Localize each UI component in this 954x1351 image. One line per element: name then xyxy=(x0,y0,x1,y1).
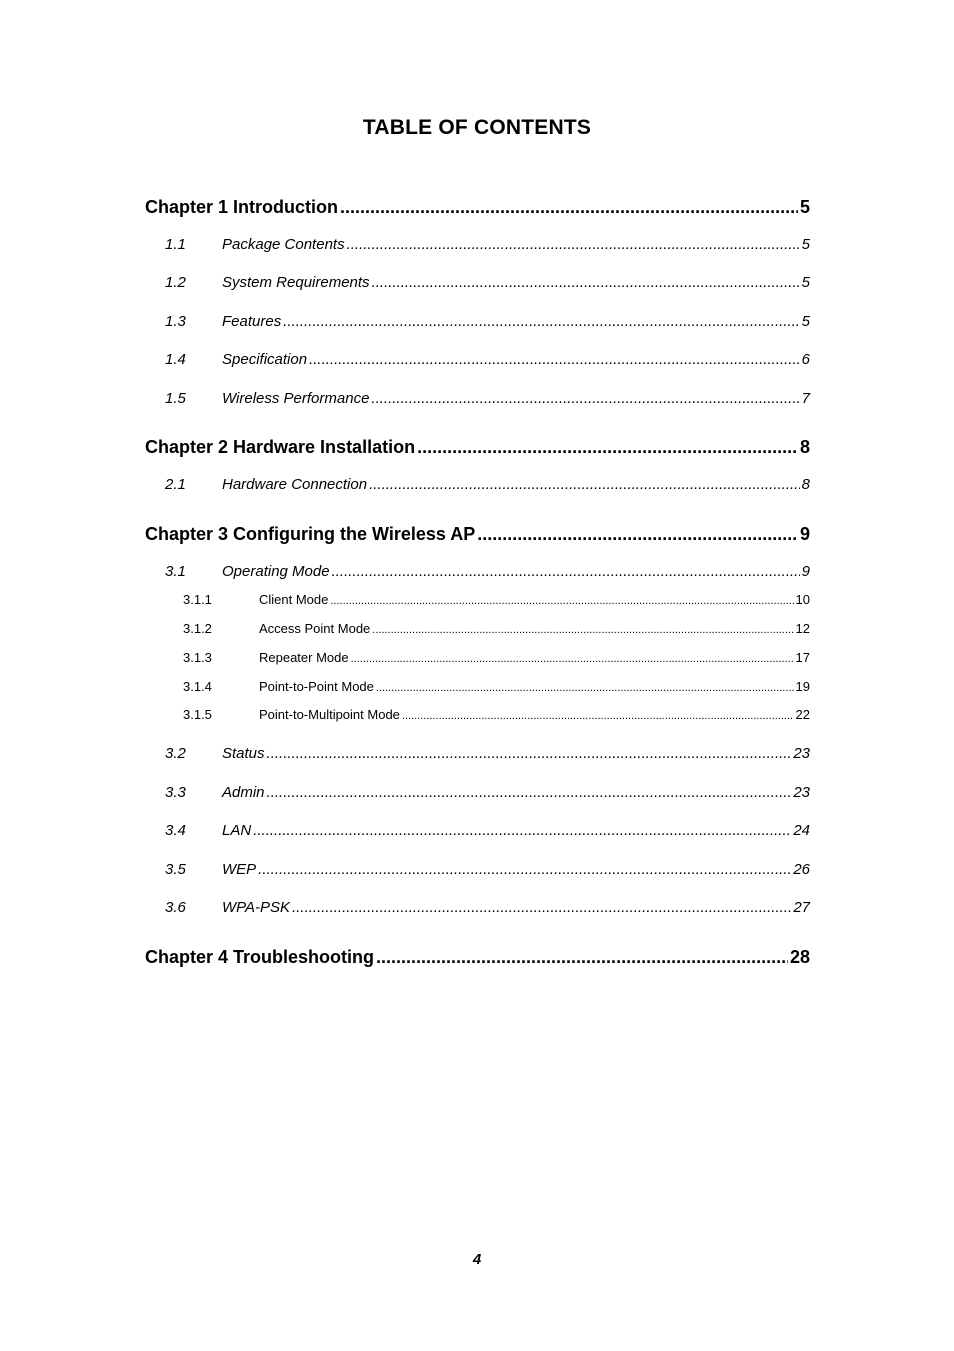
toc-leader-dots xyxy=(372,624,793,636)
toc-entry-3-5[interactable] xyxy=(145,861,810,878)
toc-entry-number: 2.1 xyxy=(165,476,186,493)
toc-entry-label: Point-to-Point Mode xyxy=(259,679,374,694)
toc-entry-3-2[interactable] xyxy=(145,745,810,762)
toc-entry-page: 5 xyxy=(801,236,810,253)
toc-entry-label: Package Contents xyxy=(222,236,345,253)
toc-entry-3-1-1[interactable] xyxy=(145,592,810,607)
toc-entry-page: 23 xyxy=(793,745,810,762)
toc-entry-label: Chapter 3 Configuring the Wireless AP xyxy=(145,524,476,544)
toc-entry-page: 5 xyxy=(799,197,810,217)
toc-entry-label: Chapter 2 Hardware Installation xyxy=(145,437,416,457)
toc-leader-dots xyxy=(283,313,799,330)
toc-entry-chapter-4[interactable] xyxy=(145,947,810,968)
toc-leader-dots xyxy=(340,197,798,218)
toc-entry-label: LAN xyxy=(222,822,252,839)
toc-entry-label: Chapter 4 Troubleshooting xyxy=(145,947,375,967)
toc-entry-1-1[interactable] xyxy=(145,236,810,253)
toc-leader-dots xyxy=(258,861,791,878)
toc-entry-page: 28 xyxy=(789,947,810,967)
toc-entry-3-3[interactable] xyxy=(145,784,810,801)
page-number: 4 xyxy=(472,1251,482,1268)
toc-entry-number: 3.1.1 xyxy=(183,592,212,607)
toc-entry-number: 3.1 xyxy=(165,563,186,580)
toc-entry-number: 1.3 xyxy=(165,313,186,330)
toc-entry-page: 9 xyxy=(801,563,810,580)
toc-entry-chapter-1[interactable] xyxy=(145,197,810,218)
toc-entry-label: WPA-PSK xyxy=(222,899,291,916)
toc-entry-page: 5 xyxy=(801,274,810,291)
toc-leader-dots xyxy=(267,784,792,801)
toc-entry-number: 3.5 xyxy=(165,861,186,878)
toc-entry-3-1[interactable] xyxy=(145,563,810,580)
toc-entry-1-4[interactable] xyxy=(145,351,810,368)
toc-entry-number: 1.5 xyxy=(165,390,186,407)
toc-leader-dots xyxy=(253,822,791,839)
toc-leader-dots xyxy=(369,476,800,493)
toc-entry-label: Admin xyxy=(222,784,265,801)
toc-leader-dots xyxy=(477,524,798,545)
toc-entry-chapter-3[interactable] xyxy=(145,524,810,545)
toc-leader-dots xyxy=(376,682,794,694)
toc-entry-page: 7 xyxy=(801,390,810,407)
toc-entry-label: Chapter 1 Introduction xyxy=(145,197,338,217)
toc-entry-page: 10 xyxy=(795,592,810,607)
toc-leader-dots xyxy=(402,710,794,722)
toc-entry-3-4[interactable] xyxy=(145,822,810,839)
toc-entry-number: 3.3 xyxy=(165,784,186,801)
toc-leader-dots xyxy=(417,437,798,458)
toc-entry-3-1-3[interactable] xyxy=(145,650,810,665)
toc-entry-number: 1.2 xyxy=(165,274,186,291)
toc-entry-page: 24 xyxy=(793,822,810,839)
toc-leader-dots xyxy=(309,351,800,368)
toc-entry-label: Access Point Mode xyxy=(259,621,371,636)
toc-entry-label: Repeater Mode xyxy=(259,650,349,665)
toc-entry-label: Status xyxy=(222,745,265,762)
toc-entry-chapter-2[interactable] xyxy=(145,437,810,458)
toc-entry-3-6[interactable] xyxy=(145,899,810,916)
toc-entry-page: 8 xyxy=(799,437,810,457)
toc-entry-number: 3.6 xyxy=(165,899,186,916)
toc-leader-dots xyxy=(267,745,792,762)
toc-entry-number: 3.1.5 xyxy=(183,707,212,722)
toc-entry-3-1-2[interactable] xyxy=(145,621,810,636)
toc-entry-number: 3.1.4 xyxy=(183,679,212,694)
toc-entry-page: 22 xyxy=(795,707,810,722)
toc-entry-label: Features xyxy=(222,313,282,330)
toc-leader-dots xyxy=(332,563,800,580)
toc-entry-page: 27 xyxy=(793,899,810,916)
toc-leader-dots xyxy=(371,390,799,407)
toc-entry-page: 12 xyxy=(795,621,810,636)
toc-entry-page: 19 xyxy=(795,679,810,694)
toc-entry-label: Client Mode xyxy=(259,592,329,607)
toc-entry-page: 8 xyxy=(801,476,810,493)
toc-entry-3-1-4[interactable] xyxy=(145,679,810,694)
toc-entry-number: 3.1.2 xyxy=(183,621,212,636)
toc-entry-label: Operating Mode xyxy=(222,563,330,580)
toc-entry-page: 23 xyxy=(793,784,810,801)
toc-entry-number: 3.2 xyxy=(165,745,186,762)
toc-leader-dots xyxy=(351,653,794,665)
toc-entry-3-1-5[interactable] xyxy=(145,707,810,722)
toc-leader-dots xyxy=(372,274,800,291)
toc-leader-dots xyxy=(292,899,791,916)
toc-leader-dots xyxy=(330,595,793,607)
toc-leader-dots xyxy=(376,947,788,968)
toc-entry-page: 6 xyxy=(801,351,810,368)
toc-entry-page: 5 xyxy=(801,313,810,330)
toc-entry-page: 17 xyxy=(795,650,810,665)
toc-entry-1-5[interactable] xyxy=(145,390,810,407)
toc-entry-label: Specification xyxy=(222,351,308,368)
toc-entry-label: Point-to-Multipoint Mode xyxy=(259,707,400,722)
toc-entry-label: Hardware Connection xyxy=(222,476,368,493)
toc-title: TABLE OF CONTENTS xyxy=(362,116,592,139)
toc-entry-number: 3.4 xyxy=(165,822,186,839)
toc-entry-2-1[interactable] xyxy=(145,476,810,493)
toc-entry-number: 1.1 xyxy=(165,236,186,253)
toc-entry-page: 9 xyxy=(799,524,810,544)
toc-entry-label: System Requirements xyxy=(222,274,370,291)
toc-entry-label: Wireless Performance xyxy=(222,390,370,407)
toc-entry-1-2[interactable] xyxy=(145,274,810,291)
toc-entry-number: 3.1.3 xyxy=(183,650,212,665)
toc-entry-label: WEP xyxy=(222,861,257,878)
toc-leader-dots xyxy=(347,236,800,253)
toc-entry-number: 1.4 xyxy=(165,351,186,368)
toc-entry-page: 26 xyxy=(793,861,810,878)
toc-entry-1-3[interactable] xyxy=(145,313,810,330)
